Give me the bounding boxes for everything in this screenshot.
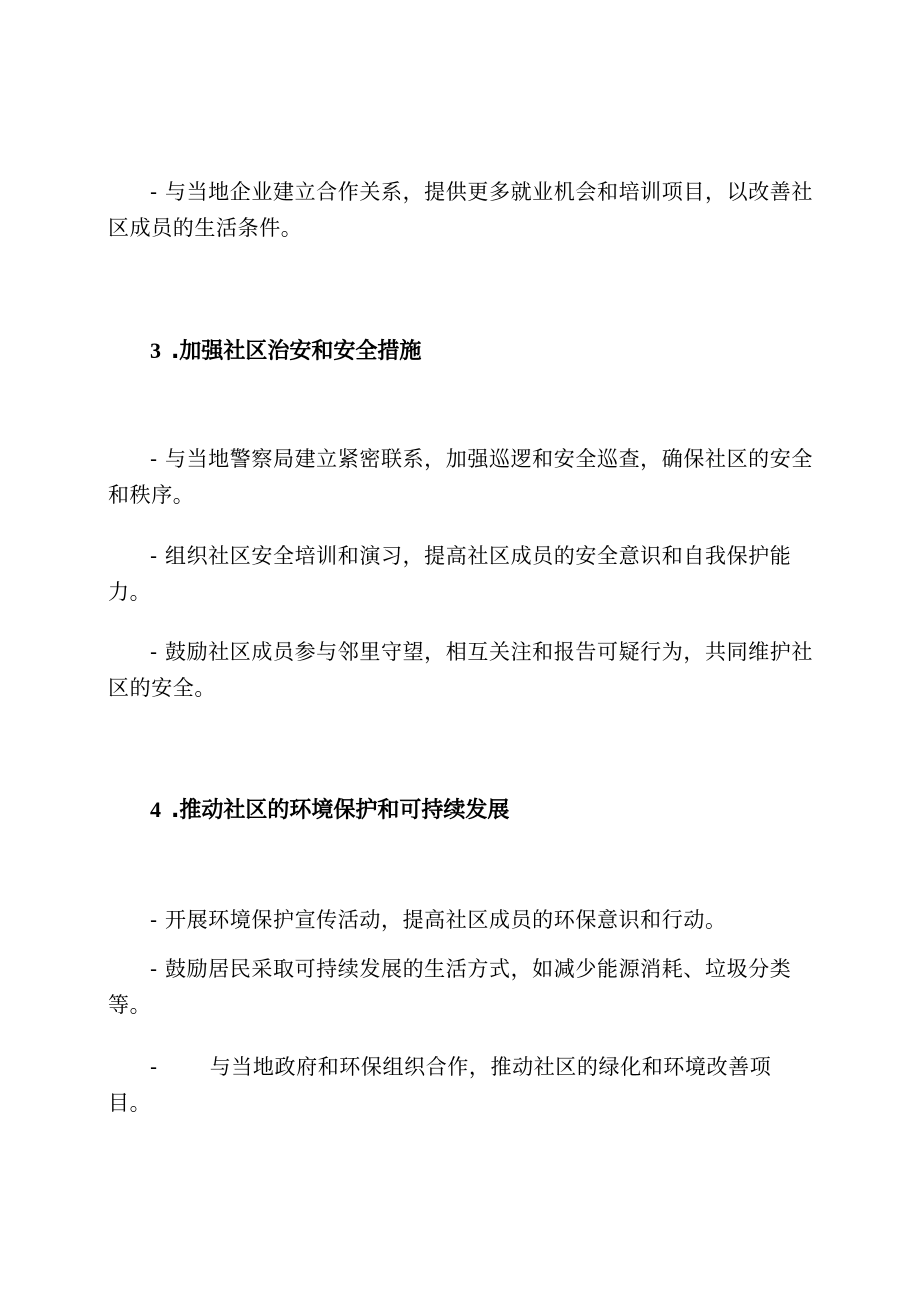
section-heading-4 (150, 795, 509, 826)
section-title-3: .加强社区治安和安全措施 (171, 339, 422, 364)
section-number-3: 3 (150, 338, 161, 363)
list-item-neighborhood-watch: - 鼓励社区成员参与邻里守望，相互关注和报告可疑行为，共同维护社区的安全。 (108, 640, 813, 700)
list-item-safety-training: - 组织社区安全培训和演习，提高社区成员的安全意识和自我保护能力。 (108, 544, 792, 604)
list-item-eco-campaign: - 开展环境保护宣传活动，提高社区成员的环保意识和行动。 (150, 908, 727, 932)
list-dash: - (150, 1055, 158, 1079)
section-heading-3 (150, 336, 421, 367)
list-item-police-liaison: - 与当地警察局建立紧密联系，加强巡逻和安全巡查，确保社区的安全和秩序。 (108, 447, 813, 507)
list-item-green-projects (108, 1049, 788, 1121)
list-item-text: 与当地政府和环保组织合作，推动社区的绿化和环境改善项目。 (108, 1055, 772, 1115)
section-title-4: .推动社区的环境保护和可持续发展 (171, 798, 510, 823)
paragraph-enterprise-cooperation: - 与当地企业建立合作关系，提供更多就业机会和培训项目，以改善社区成员的生活条件。 (108, 180, 813, 240)
list-item-sustainable-lifestyle: - 鼓励居民采取可持续发展的生活方式，如减少能源消耗、垃圾分类等。 (108, 957, 792, 1017)
section-number-4: 4 (150, 797, 161, 822)
